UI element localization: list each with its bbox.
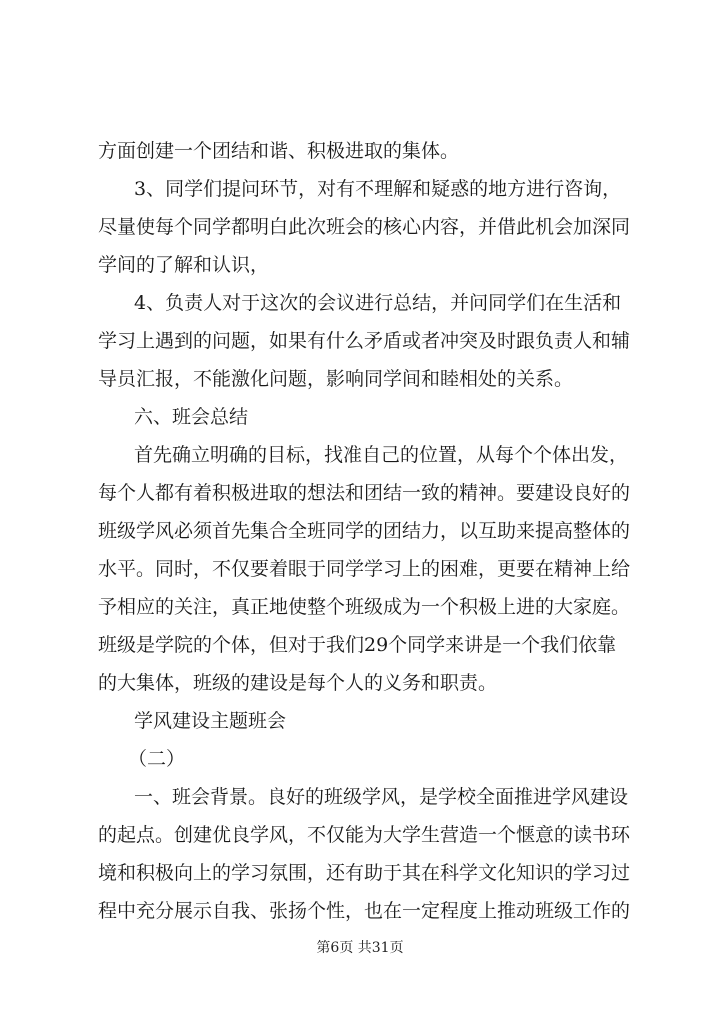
page-footer: 第6页 共31页 [316, 940, 404, 956]
text-line: 班级学风必须首先集合全班同学的团结力，以互助来提高整体的 [98, 520, 631, 542]
text-line: 每个人都有着积极进取的想法和团结一致的精神。要建设良好的 [98, 482, 631, 504]
text-line: 学习上遇到的问题，如果有什么矛盾或者冲突及时跟负责人和辅 [98, 330, 631, 352]
text-line: 境和积极向上的学习氛围，还有助于其在科学文化知识的学习过 [98, 862, 631, 884]
text-line: 予相应的关注，真正地使整个班级成为一个积极上进的大家庭。 [98, 596, 631, 618]
text-line: 班级是学院的个体，但对于我们29个同学来讲是一个我们依靠 [98, 634, 617, 656]
part-number: （二） [128, 748, 186, 770]
text-line: 3、同学们提问环节，对有不理解和疑惑的地方进行咨询， [134, 178, 622, 200]
text-line: 的大集体，班级的建设是每个人的义务和职责。 [98, 672, 498, 694]
text-line: 学间的了解和认识， [98, 254, 270, 276]
text-line: 方面创建一个团结和谐、积极进取的集体。 [98, 140, 460, 162]
text-line: 尽量使每个同学都明白此次班会的核心内容，并借此机会加深同 [98, 216, 631, 238]
text-line: 4、负责人对于这次的会议进行总结，并问同学们在生活和 [134, 292, 622, 314]
text-line: 导员汇报，不能激化问题，影响同学间和睦相处的关系。 [98, 368, 574, 390]
document-title: 学风建设主题班会 [134, 710, 287, 732]
section-heading: 六、班会总结 [134, 406, 249, 428]
text-line: 的起点。创建优良学风，不仅能为大学生营造一个惬意的读书环 [98, 824, 631, 846]
text-line: 程中充分展示自我、张扬个性，也在一定程度上推动班级工作的 [98, 900, 631, 922]
text-line: 一、班会背景。良好的班级学风，是学校全面推进学风建设 [134, 786, 629, 808]
text-line: 水平。同时，不仅要着眼于同学学习上的困难，更要在精神上给 [98, 558, 631, 580]
text-line: 首先确立明确的目标，找准自己的位置，从每个个体出发， [134, 444, 629, 466]
